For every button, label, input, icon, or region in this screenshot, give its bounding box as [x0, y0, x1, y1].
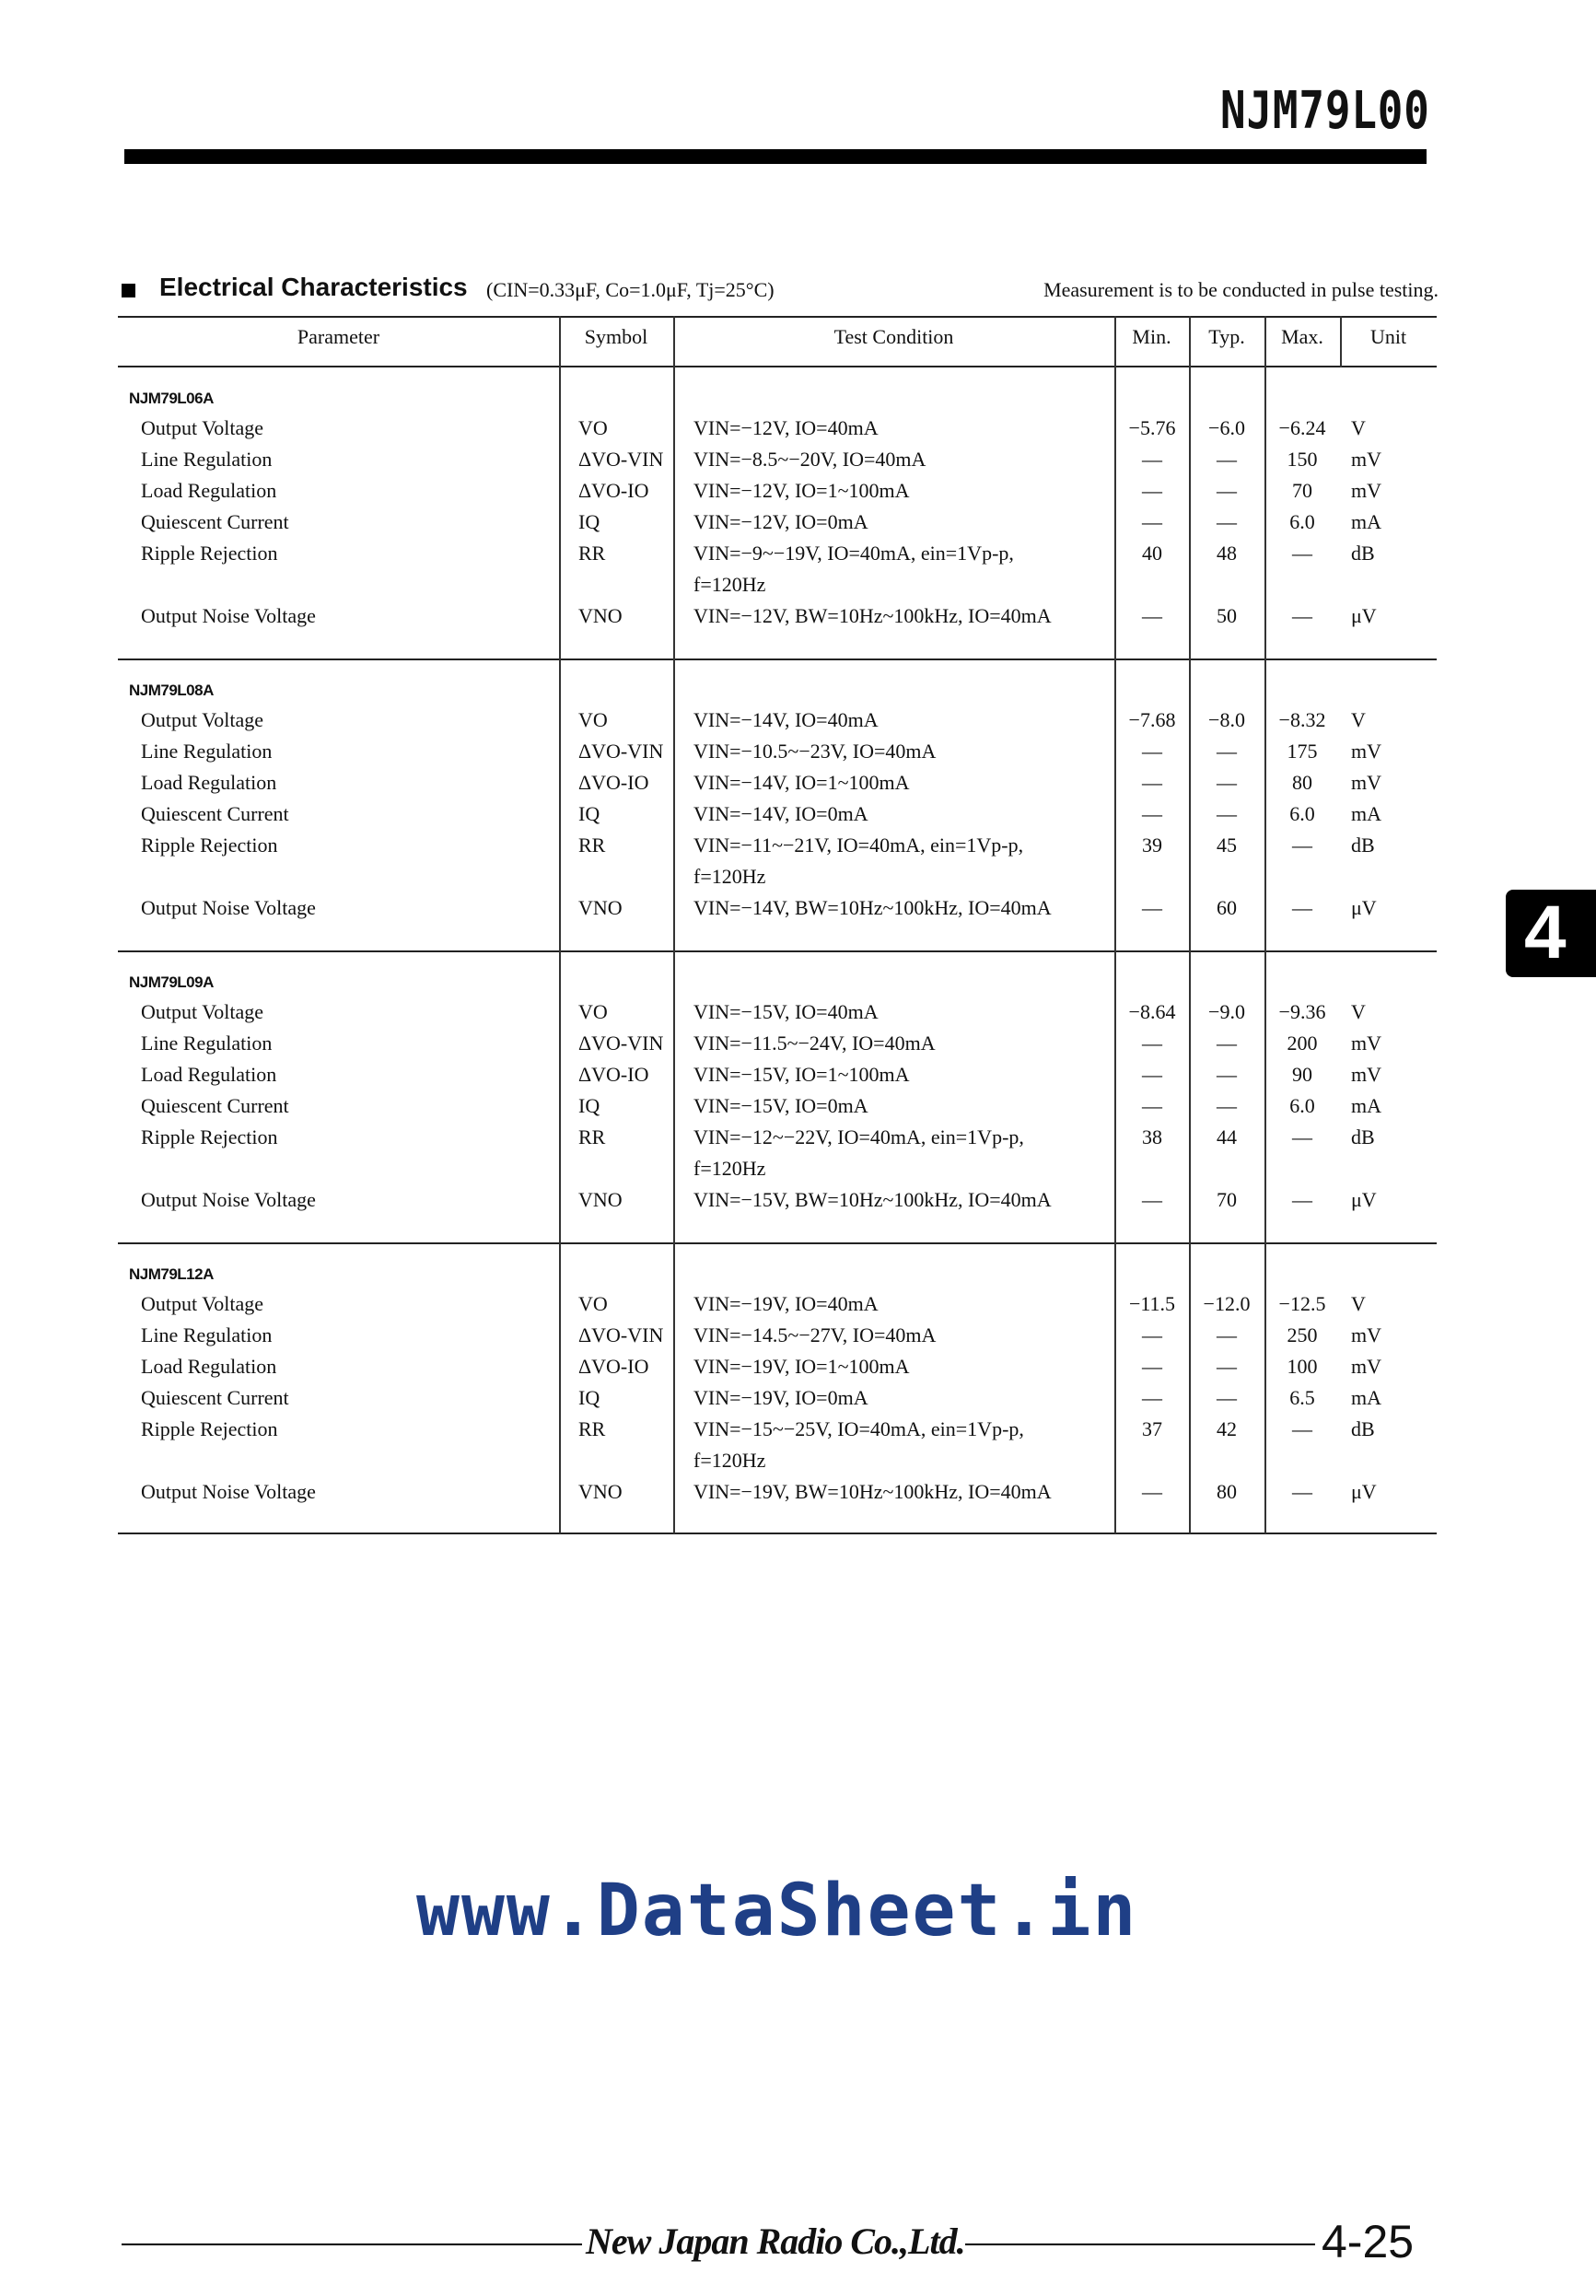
cell-unit: mA — [1351, 1094, 1381, 1117]
cell-max: 250 — [1287, 1323, 1318, 1346]
cell-min: −11.5 — [1128, 1292, 1176, 1315]
cell-symbol: ΔVO-IO — [578, 1355, 649, 1378]
square-bullet-icon — [122, 284, 135, 297]
cell-symbol: ΔVO-VIN — [578, 1031, 664, 1055]
table-row — [118, 542, 1437, 596]
cell-unit: mA — [1351, 802, 1381, 825]
cell-max: −8.32 — [1278, 708, 1326, 731]
cell-parameter: Output Noise Voltage — [141, 1188, 316, 1211]
cell-condition: VIN=−10.5~−23V, IO=40mA — [693, 740, 937, 763]
cell-max: — — [1292, 1125, 1312, 1148]
cell-condition: VIN=−14V, BW=10Hz~100kHz, IO=40mA — [693, 896, 1052, 919]
cell-parameter: Load Regulation — [141, 1355, 277, 1378]
cell-parameter: Ripple Rejection — [141, 833, 278, 857]
cell-parameter: Line Regulation — [141, 740, 273, 763]
cell-condition: VIN=−15~−25V, IO=40mA, ein=1Vp-p, — [693, 1417, 1024, 1440]
cell-unit: mV — [1351, 479, 1381, 502]
cell-min: — — [1142, 479, 1162, 502]
group-name: NJM79L08A — [129, 682, 214, 699]
cell-unit: μV — [1351, 1188, 1377, 1211]
cell-parameter: Output Noise Voltage — [141, 896, 316, 919]
footer-rule-right — [965, 2244, 1315, 2245]
cell-parameter: Output Noise Voltage — [141, 604, 316, 627]
cell-unit: mV — [1351, 1323, 1381, 1346]
group-njm79l06a — [118, 390, 1437, 675]
cell-max: — — [1292, 542, 1312, 565]
cell-max: 70 — [1292, 479, 1312, 502]
cell-max: 90 — [1292, 1063, 1312, 1086]
cell-unit: mV — [1351, 740, 1381, 763]
cell-unit: mA — [1351, 1386, 1381, 1409]
cell-typ: 42 — [1217, 1417, 1237, 1440]
cell-parameter: Output Voltage — [141, 1292, 264, 1315]
table-row — [118, 1480, 1437, 1511]
cell-condition: VIN=−19V, BW=10Hz~100kHz, IO=40mA — [693, 1480, 1052, 1503]
cell-min: — — [1142, 1031, 1162, 1055]
cell-condition: VIN=−12V, IO=1~100mA — [693, 479, 910, 502]
cell-max: 6.0 — [1289, 1094, 1315, 1117]
cell-unit: μV — [1351, 1480, 1377, 1503]
cell-max: 6.0 — [1289, 802, 1315, 825]
section-conditions: (CIN=0.33μF, Co=1.0μF, Tj=25°C) — [486, 278, 775, 301]
group-name: NJM79L09A — [129, 973, 214, 991]
cell-parameter: Load Regulation — [141, 479, 277, 502]
page-number: 4-25 — [1322, 2216, 1415, 2267]
cell-parameter: Ripple Rejection — [141, 1125, 278, 1148]
cell-condition: VIN=−14.5~−27V, IO=40mA — [693, 1323, 937, 1346]
cell-typ: — — [1217, 802, 1237, 825]
cell-min: — — [1142, 896, 1162, 919]
cell-max: — — [1292, 1480, 1312, 1503]
cell-min: 38 — [1142, 1125, 1162, 1148]
table-row — [118, 1386, 1437, 1417]
cell-min: — — [1142, 1094, 1162, 1117]
cell-condition-continued: f=120Hz — [693, 1449, 766, 1472]
cell-typ: −6.0 — [1208, 416, 1245, 439]
cell-min: 40 — [1142, 542, 1162, 565]
cell-min: — — [1142, 1480, 1162, 1503]
cell-symbol: VO — [578, 416, 608, 439]
group-njm79l08a — [118, 682, 1437, 967]
header-rule — [124, 149, 1427, 164]
table-row — [118, 604, 1437, 635]
cell-typ: — — [1217, 1386, 1237, 1409]
cell-symbol: VO — [578, 708, 608, 731]
cell-symbol: IQ — [578, 1094, 600, 1117]
cell-typ: — — [1217, 1094, 1237, 1117]
cell-min: — — [1142, 771, 1162, 794]
cell-unit: V — [1351, 708, 1366, 731]
cell-typ: — — [1217, 1031, 1237, 1055]
table-row — [118, 416, 1437, 448]
cell-typ: 80 — [1217, 1480, 1237, 1503]
group-name: NJM79L06A — [129, 390, 214, 407]
section-title: Electrical Characteristics — [159, 273, 468, 301]
cell-max: −9.36 — [1278, 1000, 1326, 1023]
cell-condition: VIN=−12~−22V, IO=40mA, ein=1Vp-p, — [693, 1125, 1024, 1148]
cell-unit: dB — [1351, 542, 1375, 565]
header-parameter: Parameter — [297, 325, 380, 348]
table-row — [118, 833, 1437, 888]
cell-symbol: RR — [578, 833, 606, 857]
cell-typ: 60 — [1217, 896, 1237, 919]
cell-condition: VIN=−19V, IO=1~100mA — [693, 1355, 910, 1378]
cell-unit: μV — [1351, 604, 1377, 627]
cell-max: — — [1292, 833, 1312, 857]
cell-max: 100 — [1287, 1355, 1318, 1378]
cell-symbol: VNO — [578, 896, 623, 919]
cell-typ: — — [1217, 448, 1237, 471]
cell-condition: VIN=−11~−21V, IO=40mA, ein=1Vp-p, — [693, 833, 1024, 857]
cell-unit: dB — [1351, 833, 1375, 857]
header-test-condition: Test Condition — [833, 325, 954, 348]
table-row — [118, 448, 1437, 479]
cell-condition: VIN=−12V, IO=0mA — [693, 510, 868, 533]
cell-condition: VIN=−19V, IO=0mA — [693, 1386, 868, 1409]
section-heading — [122, 273, 1439, 309]
cell-max: 175 — [1287, 740, 1318, 763]
cell-typ: — — [1217, 771, 1237, 794]
cell-max: 200 — [1287, 1031, 1318, 1055]
cell-parameter: Ripple Rejection — [141, 542, 278, 565]
cell-condition: VIN=−12V, IO=40mA — [693, 416, 879, 439]
cell-symbol: RR — [578, 1125, 606, 1148]
cell-symbol: VO — [578, 1000, 608, 1023]
cell-typ: 45 — [1217, 833, 1237, 857]
footer-rule-left — [122, 2244, 582, 2245]
part-number-title: NJM79L00 — [1220, 81, 1430, 141]
cell-symbol: ΔVO-VIN — [578, 740, 664, 763]
cell-min: — — [1142, 1355, 1162, 1378]
cell-symbol: RR — [578, 1417, 606, 1440]
cell-unit: mV — [1351, 1063, 1381, 1086]
cell-condition: VIN=−15V, IO=1~100mA — [693, 1063, 910, 1086]
table-rule-header — [118, 366, 1437, 367]
cell-min: — — [1142, 740, 1162, 763]
header-max: Max. — [1281, 325, 1323, 348]
header-min: Min. — [1132, 325, 1171, 348]
cell-condition-continued: f=120Hz — [693, 865, 766, 888]
watermark-link[interactable]: www.DataSheet.in — [416, 1870, 1138, 1952]
cell-condition: VIN=−8.5~−20V, IO=40mA — [693, 448, 926, 471]
table-row — [118, 1094, 1437, 1125]
cell-unit: mV — [1351, 448, 1381, 471]
cell-condition: VIN=−19V, IO=40mA — [693, 1292, 879, 1315]
cell-max: — — [1292, 896, 1312, 919]
cell-min: 39 — [1142, 833, 1162, 857]
cell-parameter: Quiescent Current — [141, 510, 289, 533]
cell-symbol: VO — [578, 1292, 608, 1315]
cell-max: −12.5 — [1278, 1292, 1326, 1315]
cell-typ: 48 — [1217, 542, 1237, 565]
cell-unit: mV — [1351, 1031, 1381, 1055]
cell-parameter: Output Voltage — [141, 708, 264, 731]
cell-condition: VIN=−9~−19V, IO=40mA, ein=1Vp-p, — [693, 542, 1014, 565]
cell-parameter: Quiescent Current — [141, 1094, 289, 1117]
cell-symbol: ΔVO-VIN — [578, 448, 664, 471]
cell-condition: VIN=−15V, BW=10Hz~100kHz, IO=40mA — [693, 1188, 1052, 1211]
cell-unit: V — [1351, 416, 1366, 439]
cell-min: 37 — [1142, 1417, 1162, 1440]
cell-unit: dB — [1351, 1125, 1375, 1148]
cell-symbol: ΔVO-VIN — [578, 1323, 664, 1346]
table-rule-top — [118, 316, 1437, 318]
cell-max: 80 — [1292, 771, 1312, 794]
cell-typ: 50 — [1217, 604, 1237, 627]
table-row — [118, 896, 1437, 927]
cell-min: — — [1142, 802, 1162, 825]
cell-min: — — [1142, 1386, 1162, 1409]
cell-typ: — — [1217, 510, 1237, 533]
cell-parameter: Quiescent Current — [141, 802, 289, 825]
cell-condition: VIN=−14V, IO=1~100mA — [693, 771, 910, 794]
cell-condition-continued: f=120Hz — [693, 573, 766, 596]
cell-min: — — [1142, 1063, 1162, 1086]
group-njm79l12a — [118, 1265, 1437, 1551]
cell-unit: mV — [1351, 1355, 1381, 1378]
cell-max: — — [1292, 1188, 1312, 1211]
table-row — [118, 1355, 1437, 1386]
cell-symbol: VNO — [578, 604, 623, 627]
cell-symbol: VNO — [578, 1480, 623, 1503]
table-row — [118, 1323, 1437, 1355]
cell-min: — — [1142, 604, 1162, 627]
chapter-tab — [1506, 890, 1596, 977]
table-row — [118, 1417, 1437, 1472]
cell-symbol: IQ — [578, 802, 600, 825]
measurement-note: Measurement is to be conducted in pulse testing. — [1043, 278, 1439, 301]
electrical-characteristics-table — [118, 316, 1437, 1537]
cell-symbol: ΔVO-IO — [578, 1063, 649, 1086]
cell-condition: VIN=−12V, BW=10Hz~100kHz, IO=40mA — [693, 604, 1052, 627]
cell-typ: — — [1217, 740, 1237, 763]
cell-typ: 44 — [1217, 1125, 1237, 1148]
chapter-tab-label: 4 — [1524, 891, 1567, 974]
header-typ: Typ. — [1208, 325, 1245, 348]
cell-symbol: IQ — [578, 510, 600, 533]
cell-max: 6.5 — [1289, 1386, 1315, 1409]
cell-condition: VIN=−15V, IO=40mA — [693, 1000, 879, 1023]
cell-parameter: Line Regulation — [141, 1031, 273, 1055]
table-row — [118, 1125, 1437, 1180]
cell-condition: VIN=−14V, IO=40mA — [693, 708, 879, 731]
cell-symbol: ΔVO-IO — [578, 479, 649, 502]
cell-typ: −8.0 — [1208, 708, 1245, 731]
cell-condition: VIN=−14V, IO=0mA — [693, 802, 868, 825]
cell-unit: μV — [1351, 896, 1377, 919]
table-row — [118, 479, 1437, 510]
cell-max: — — [1292, 604, 1312, 627]
company-logo: New Japan Radio Co.,Ltd. — [586, 2220, 965, 2262]
table-row — [118, 510, 1437, 542]
cell-typ: −12.0 — [1203, 1292, 1251, 1315]
cell-unit: mV — [1351, 771, 1381, 794]
cell-parameter: Output Voltage — [141, 1000, 264, 1023]
cell-symbol: VNO — [578, 1188, 623, 1211]
cell-condition: VIN=−11.5~−24V, IO=40mA — [693, 1031, 936, 1055]
group-name: NJM79L12A — [129, 1265, 214, 1283]
table-row — [118, 1188, 1437, 1219]
table-row — [118, 708, 1437, 740]
cell-typ: −9.0 — [1208, 1000, 1245, 1023]
table-row — [118, 1031, 1437, 1063]
table-row — [118, 1063, 1437, 1094]
cell-parameter: Output Voltage — [141, 416, 264, 439]
cell-unit: V — [1351, 1292, 1366, 1315]
cell-condition-continued: f=120Hz — [693, 1157, 766, 1180]
cell-min: −7.68 — [1128, 708, 1176, 731]
cell-max: 6.0 — [1289, 510, 1315, 533]
cell-min: — — [1142, 1188, 1162, 1211]
cell-typ: — — [1217, 1355, 1237, 1378]
cell-typ: — — [1217, 1063, 1237, 1086]
cell-symbol: IQ — [578, 1386, 600, 1409]
group-njm79l09a — [118, 973, 1437, 1259]
cell-typ: — — [1217, 1323, 1237, 1346]
table-row — [118, 1000, 1437, 1031]
table-row — [118, 802, 1437, 833]
cell-max: −6.24 — [1278, 416, 1326, 439]
cell-min: — — [1142, 510, 1162, 533]
table-row — [118, 771, 1437, 802]
cell-parameter: Output Noise Voltage — [141, 1480, 316, 1503]
cell-parameter: Ripple Rejection — [141, 1417, 278, 1440]
cell-parameter: Quiescent Current — [141, 1386, 289, 1409]
cell-min: −5.76 — [1128, 416, 1176, 439]
cell-max: — — [1292, 1417, 1312, 1440]
cell-min: −8.64 — [1128, 1000, 1176, 1023]
cell-parameter: Load Regulation — [141, 771, 277, 794]
cell-parameter: Line Regulation — [141, 1323, 273, 1346]
cell-unit: V — [1351, 1000, 1366, 1023]
table-row — [118, 1292, 1437, 1323]
cell-min: — — [1142, 1323, 1162, 1346]
table-row — [118, 740, 1437, 771]
cell-unit: mA — [1351, 510, 1381, 533]
cell-symbol: ΔVO-IO — [578, 771, 649, 794]
cell-parameter: Load Regulation — [141, 1063, 277, 1086]
cell-unit: dB — [1351, 1417, 1375, 1440]
cell-symbol: RR — [578, 542, 606, 565]
header-symbol: Symbol — [584, 325, 648, 348]
cell-max: 150 — [1287, 448, 1318, 471]
cell-min: — — [1142, 448, 1162, 471]
cell-condition: VIN=−15V, IO=0mA — [693, 1094, 868, 1117]
cell-typ: 70 — [1217, 1188, 1237, 1211]
header-unit: Unit — [1369, 325, 1407, 348]
cell-parameter: Line Regulation — [141, 448, 273, 471]
cell-typ: — — [1217, 479, 1237, 502]
